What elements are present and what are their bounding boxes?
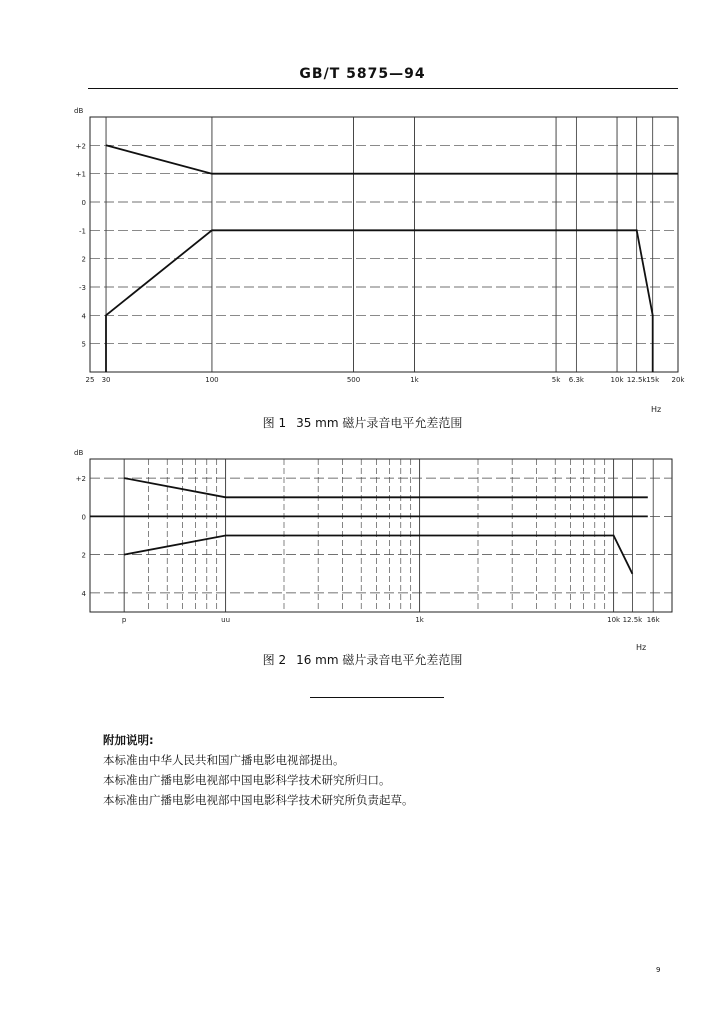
fig1-x-tick-label: 10k [610,376,624,384]
figure2-caption [0,651,725,668]
figure2-caption-number: 图 2 [262,653,287,667]
fig1-y-tick-label: 2 [81,255,86,264]
fig1-x-tick-label: 500 [346,376,361,384]
additional-notes [103,730,414,810]
fig1-x-tick-label: 6.3k [568,376,584,384]
figure1-caption-text: 35 mm 磁片录音电平允差范围 [296,416,463,430]
fig1-y-tick-label: +1 [75,170,86,179]
fig2-x-tick-label: 12.5k [622,616,643,624]
fig1-x-tick-label: 30 [101,376,111,384]
fig2-x-tick-label: 10k [607,616,621,624]
fig2-y-tick-label: 0 [81,513,86,522]
fig2-x-tick-label: 1k [415,616,424,624]
fig1-y-tick-label: 4 [81,312,86,321]
fig2-x-tick-label: p [121,616,127,624]
fig2-x-unit: Hz [636,643,647,652]
notes-title: 附加说明: [103,733,154,747]
fig1-y-tick-label: -1 [79,227,86,236]
fig2-y-tick-label: +2 [75,475,86,484]
fig1-x-tick-label: 12.5k [626,376,647,384]
fig1-x-tick-label: 20k [671,376,685,384]
fig1-x-unit: Hz [651,405,662,414]
fig1-y-tick-label: 0 [81,199,86,207]
fig2-y-unit: dB [74,449,84,457]
figure2-caption-text: 16 mm 磁片录音电平允差范围 [296,653,463,667]
fig1-y-tick-label: +2 [75,142,86,151]
fig1-y-unit: dB [74,107,84,115]
fig2-x-tick-label: uu [221,616,231,624]
fig1-x-tick-label: 15k [646,376,660,384]
fig1-x-tick-label: 25 [85,376,95,384]
fig1-x-tick-label: 5k [551,376,561,384]
notes-line-1: 本标准由中华人民共和国广播电影电视部提出。 [103,753,345,767]
fig2-x-tick-label: 16k [646,616,660,624]
fig1-y-tick-label: -3 [79,284,86,292]
notes-line-2: 本标准由广播电影电视部中国电影科学技术研究所归口。 [103,773,391,787]
fig2-y-tick-label: 2 [81,551,86,560]
figure1-caption-number: 图 1 [262,416,287,430]
fig1-x-tick-label: 100 [205,376,219,384]
fig2-series-line-1 [124,478,648,497]
separator-rule [310,697,444,698]
page-number: 9 [656,966,661,974]
fig2-y-tick-label: 4 [81,589,86,598]
fig1-y-tick-label: 5 [81,340,86,349]
fig1-x-tick-label: 1k [410,376,419,384]
standard-number-header: GB/T 5875—94 [299,66,426,82]
notes-line-3: 本标准由广播电影电视部中国电影科学技术研究所负责起草。 [103,793,414,807]
